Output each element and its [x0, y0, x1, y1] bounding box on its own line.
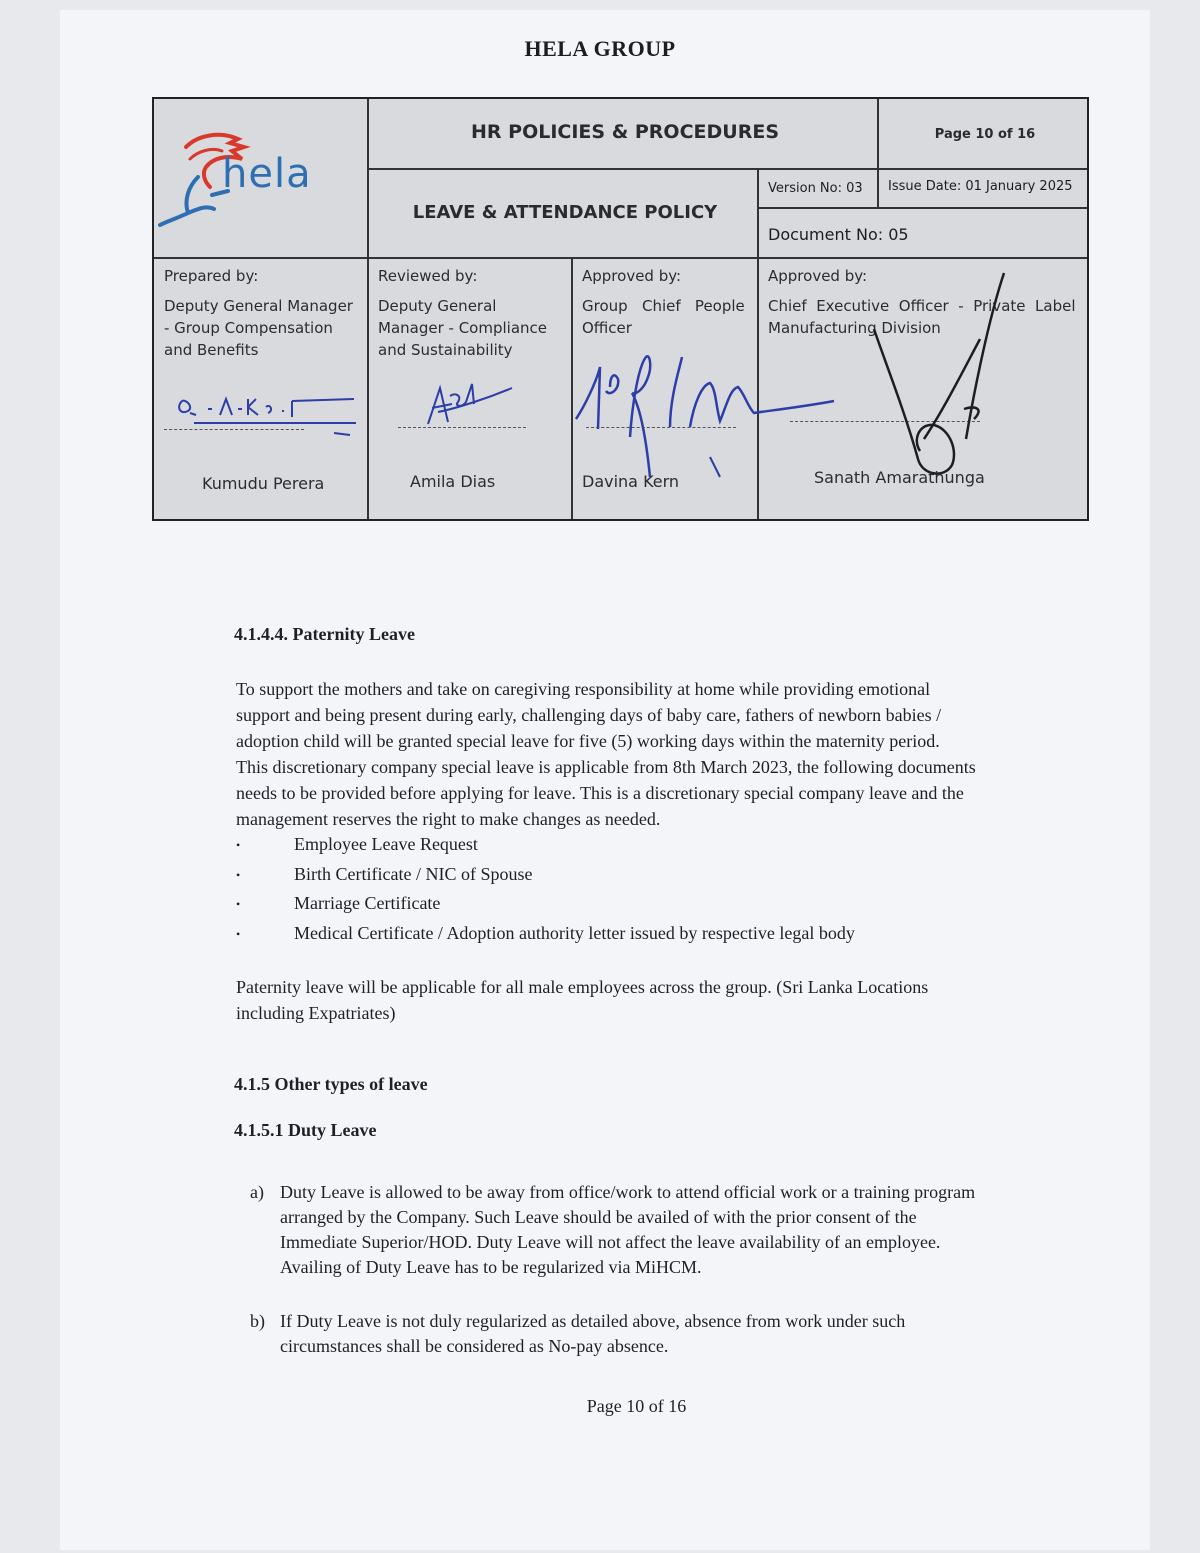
- prepared-by-label: Prepared by:: [164, 267, 259, 285]
- header-page-number: Page 10 of 16: [934, 127, 1036, 142]
- paragraph-line: This discretionary company special leave is applicable from 8th March 2023, the following documents: [236, 757, 976, 777]
- subsection-heading-duty-leave: 4.1.5.1 Duty Leave: [234, 1120, 377, 1140]
- paragraph-line: management reserves the right to make changes as needed.: [236, 809, 661, 829]
- list-item-text: [280, 1180, 1040, 1280]
- approved-by-position-line: Manufacturing Division: [768, 319, 941, 337]
- paragraph-line: arranged by the Company. Such Leave should be availed of with the prior consent of the: [280, 1207, 917, 1227]
- paragraph-line: If Duty Leave is not duly regularized as detailed above, absence from work under such: [280, 1311, 906, 1331]
- list-marker: a): [250, 1182, 264, 1202]
- paragraph-line: support and being present during early, challenging days of baby care, fathers of newborn babies /: [236, 705, 942, 725]
- policy-title: LEAVE & ATTENDANCE POLICY: [412, 202, 718, 223]
- paragraph-line: needs to be provided before applying for leave. This is a discretionary special company leave and the: [236, 783, 964, 803]
- paragraph-line: To support the mothers and take on caregiving responsibility at home while providing emotional: [236, 679, 931, 699]
- approved-by-position-line: Group Chief People: [582, 297, 745, 315]
- paragraph-line: Duty Leave is allowed to be away from office/work to attend official work or a training program: [280, 1182, 976, 1202]
- hr-policies-title: HR POLICIES & PROCEDURES: [471, 121, 779, 143]
- bullet-icon: •: [236, 927, 241, 941]
- signatory-name: Sanath Amarathunga: [814, 468, 985, 487]
- list-item-text: Employee Leave Request: [294, 834, 478, 854]
- reviewed-by-label: Reviewed by:: [378, 267, 478, 285]
- document-header-table: [152, 97, 1089, 521]
- reviewed-by-position-line: and Sustainability: [378, 341, 513, 359]
- paragraph-line: Immediate Superior/HOD. Duty Leave will not affect the leave availability of an employee.: [280, 1232, 941, 1252]
- reviewed-by-position-line: Manager - Compliance: [378, 319, 547, 337]
- bullet-icon: •: [236, 897, 241, 911]
- signature-kumudu-perera: [174, 389, 364, 439]
- signatory-name: Davina Kern: [582, 472, 680, 491]
- list-item: [250, 1309, 1040, 1361]
- paragraph-line: adoption child will be granted special leave for five (5) working days within the maternity period.: [236, 731, 940, 751]
- list-marker: b): [250, 1311, 265, 1331]
- paragraph-line: Availing of Duty Leave has to be regularized via MiHCM.: [280, 1257, 702, 1277]
- prepared-by-position-line: and Benefits: [164, 341, 259, 359]
- paragraph-line: circumstances shall be considered as No-pay absence.: [280, 1336, 669, 1356]
- document-number: Document No: 05: [768, 225, 909, 244]
- prepared-by-position-line: Deputy General Manager: [164, 297, 353, 315]
- signature-amila-dias: [418, 374, 518, 434]
- company-name: HELA GROUP: [524, 36, 676, 61]
- reviewed-by-position-line: Deputy General: [378, 297, 497, 315]
- paternity-leave-paragraph: [236, 676, 1040, 832]
- version-number: Version No: 03: [768, 181, 863, 196]
- page-footer: Page 10 of 16: [586, 1396, 687, 1416]
- paternity-applicability-paragraph: [236, 974, 1040, 1026]
- bullet-icon: •: [236, 868, 241, 882]
- approved-by-label: Approved by:: [582, 267, 682, 285]
- list-item-text: [280, 1309, 1040, 1359]
- list-item-text: Medical Certificate / Adoption authority letter issued by respective legal body: [294, 923, 855, 943]
- list-item: [250, 1180, 1040, 1280]
- approved-by-position-line: Chief Executive Officer - Private Label: [768, 297, 1076, 315]
- list-item-text: Birth Certificate / NIC of Spouse: [294, 864, 533, 884]
- bullet-icon: •: [236, 838, 241, 852]
- paragraph-line: Paternity leave will be applicable for all male employees across the group. (Sri Lanka Locations: [236, 977, 929, 997]
- list-item-text: Marriage Certificate: [294, 893, 441, 913]
- approved-by-label: Approved by:: [768, 267, 868, 285]
- signatory-name: Amila Dias: [410, 472, 496, 491]
- prepared-by-position-line: - Group Compensation: [164, 319, 333, 337]
- section-heading-other-leave: 4.1.5 Other types of leave: [234, 1074, 428, 1094]
- issue-date: Issue Date: 01 January 2025: [888, 179, 1073, 194]
- logo-wordmark: hela: [222, 151, 312, 197]
- signatory-name: Kumudu Perera: [202, 474, 325, 493]
- signature-sanath-amarathunga: [854, 269, 1014, 499]
- approved-by-position-line: Officer: [582, 319, 632, 337]
- section-heading-paternity-leave: 4.1.4.4. Paternity Leave: [234, 624, 415, 644]
- paragraph-line: including Expatriates): [236, 1003, 396, 1023]
